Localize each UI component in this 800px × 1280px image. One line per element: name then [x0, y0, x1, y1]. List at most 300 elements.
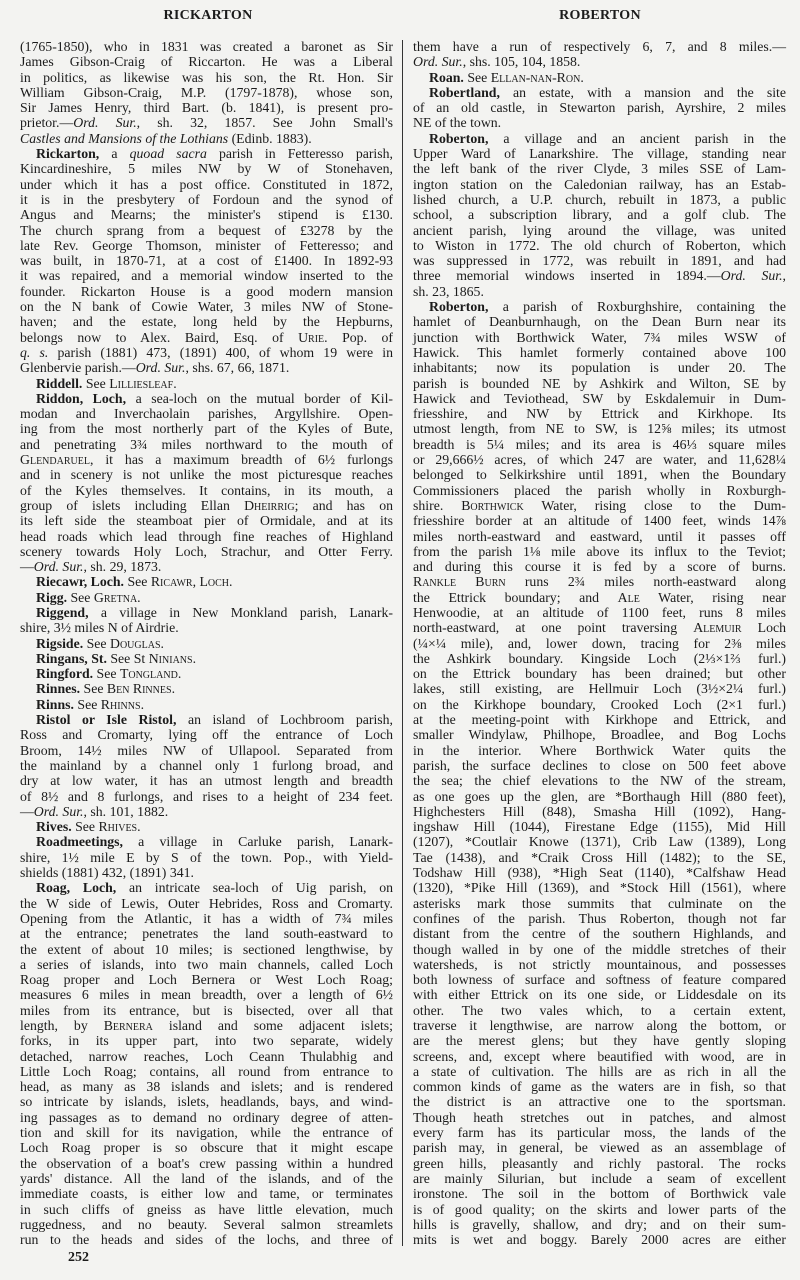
text-run: distant from the centre of the southern Highlands, and [413, 926, 786, 942]
text-run: so intricate by islands, islets, headlands, bays, and wind- [20, 1094, 393, 1110]
text-line [413, 957, 786, 972]
text-run: on the Kirkhope boundary, Crooked Loch (2×1 furl.) [413, 696, 786, 712]
text-run: a village and an ancient parish in the [488, 130, 786, 146]
text-run: . [171, 681, 176, 697]
text-line [413, 1079, 786, 1094]
text-run: under which it has a post office. Constituted in 1872, [20, 176, 393, 192]
text-run: screens, and, except where beautified with wood, are in [413, 1048, 786, 1064]
text-run: Glenbervie parish.— [20, 360, 136, 376]
right-column [413, 39, 786, 1247]
text-line [20, 54, 393, 69]
entry-headline [20, 574, 393, 589]
italic-text: Ord. Sur. [73, 115, 137, 131]
text-run: — [20, 803, 34, 819]
cross-reference: Ricawr, Loch [150, 574, 230, 590]
text-run: are the merest glens; but they have gently sloping [413, 1033, 786, 1049]
text-line [20, 1033, 393, 1048]
text-run: ing passages as to demand no ordinary degree of atten- [20, 1109, 393, 1125]
text-run: James Gibson-Craig of Riccarton. He was a Liberal [20, 54, 393, 70]
text-line [20, 39, 393, 54]
text-run: hamlet of Deanburnhaugh, on the Dean Burn near its [413, 314, 786, 330]
text-line [20, 620, 393, 635]
text-line [20, 1049, 393, 1064]
text-line [413, 437, 786, 452]
entry-headline [413, 131, 786, 146]
text-run: . [137, 589, 141, 605]
text-run: on the N bank of Cowie Water, 3 miles NW of Stone- [20, 299, 393, 315]
text-run: smaller Windylaw, Philhope, Broadlee, and Bog Lochs [413, 727, 786, 743]
entry-headword: Roberton, [429, 130, 489, 146]
text-run: group of islets including Ellan [20, 497, 245, 513]
text-line [413, 727, 786, 742]
text-line [20, 529, 393, 544]
text-run: school, a subscription library, and a golf club. The [413, 207, 786, 223]
text-run: the sea; the chief elevations to the NW of the stream, [413, 773, 786, 789]
text-line [413, 39, 786, 54]
cross-reference: Bernera [103, 1018, 153, 1033]
text-run: head roads which lead through fine reaches of Highland [20, 528, 393, 544]
text-run: Hawick. This hamlet formerly contained above 100 [413, 344, 786, 360]
text-line [413, 1140, 786, 1155]
text-run: Commissioners placed the parish wholly in Roxburgh- [413, 482, 786, 498]
text-run: See [124, 574, 151, 590]
text-run: watersheds, is not strictly mountainous, and possesses [413, 956, 786, 972]
text-line [413, 972, 786, 987]
text-run: NE of the town. [413, 115, 502, 131]
text-run: See [82, 375, 110, 391]
text-run: the W side of Lewis, Outer Hebrides, Ross and Cromarty. [20, 895, 393, 911]
text-run: at the meeting-point with Kirkhope and Ettrick, and [413, 712, 786, 728]
text-line [413, 712, 786, 727]
text-run: parish, the surface declines to close on 500 feet above [413, 757, 786, 773]
text-line [413, 605, 786, 620]
text-run: immediate coasts, is either low and tame, or terminates [20, 1186, 393, 1202]
text-run: belonged to Selkirkshire until 1891, when the Boundary [413, 467, 786, 483]
text-run: , it has a maximum breadth of 6½ furlongs [89, 452, 393, 468]
text-run: are mainly Silurian, but include a seam of excellent [413, 1170, 786, 1186]
text-line [413, 1186, 786, 1201]
text-run: . [229, 574, 233, 590]
cross-reference: Rhives [98, 819, 138, 835]
cross-reference: Ale [617, 589, 640, 605]
text-run: common kinds of game as the waters are in fish, so that [413, 1079, 786, 1095]
text-line [20, 253, 393, 268]
entry-headline [20, 376, 393, 391]
text-run: parish (1881) 473, (1891) 400, of whom 19 were in [48, 344, 393, 360]
text-line [413, 513, 786, 528]
cross-reference: Glendaruel [20, 452, 90, 468]
text-run: , sh. 32, 1857. See John Small's [136, 115, 393, 131]
text-run: and during this course it is fed by a score of burns. [413, 559, 786, 575]
text-line [20, 972, 393, 987]
text-line [20, 1094, 393, 1109]
text-line [20, 100, 393, 115]
text-run: scenery towards Holy Loch, Strachur, and Otter Ferry. [20, 543, 393, 559]
text-run: in the interior. Where Borthwick Water quits the [413, 742, 786, 758]
text-run: See [463, 69, 491, 85]
entry-headword: Roberton, [429, 299, 489, 315]
entry-headword: Roadmeetings, [36, 834, 123, 850]
text-run: was suppressed in 1772, was rebuilt in 1891, and had [413, 253, 786, 269]
text-line [20, 942, 393, 957]
text-run: See [73, 696, 101, 712]
italic-text: Ord. Sur. [413, 54, 463, 70]
text-line [413, 421, 786, 436]
text-line [20, 192, 393, 207]
text-line [413, 942, 786, 957]
entry-headword: Rives. [36, 819, 72, 835]
text-run: ironstone. The soil in the bottom of Borthwick vale [413, 1186, 786, 1202]
text-line [20, 1186, 393, 1201]
text-run: it is in the presbytery of Fordoun and the synod of [20, 191, 393, 207]
entry-headword: Riecawr, Loch. [36, 574, 125, 590]
text-line [20, 467, 393, 482]
text-run: mits is wet and boggy. Barely 2000 acres are either [413, 1232, 786, 1248]
text-run: run to the heads and sides of the lochs, and three of [20, 1232, 393, 1248]
text-run: confines of the parish. Thus Roberton, though not far [413, 910, 786, 926]
cross-reference: Gretna [93, 589, 138, 605]
text-run: ing from the most northerly part of the Kyles of Bute, [20, 421, 393, 437]
running-head-right: ROBERTON [559, 8, 641, 23]
text-run: the observation of a boat's crew passing within a hundred [20, 1155, 393, 1171]
text-run: in such cliffs of gneiss as have little elevation, much [20, 1201, 393, 1217]
text-line [413, 391, 786, 406]
text-run: both lowness of surface and softness of feature compared [413, 972, 786, 988]
text-line [20, 1156, 393, 1171]
text-line [20, 314, 393, 329]
text-run: runs 2¾ miles north-eastward along [505, 574, 786, 590]
text-run: lished church, a U.P. church, rebuilt in 1873, a public [413, 191, 786, 207]
text-line [20, 758, 393, 773]
entry-headword: Rinnes. [36, 681, 81, 697]
italic-text: Ord. Sur. [720, 268, 783, 284]
entry-headword: Rigg. [36, 589, 68, 605]
text-run: measures 6 miles in mean breadth, over a length of 6½ [20, 987, 393, 1003]
text-run: belongs now to Alex. Baird, Esq. of [20, 329, 299, 345]
cross-reference: Alemuir [693, 620, 742, 636]
text-run: an island of Lochbroom parish, [176, 712, 393, 728]
text-run: parish is bounded NE by Ashkirk and Wilton, SE by [413, 375, 786, 391]
text-line [413, 223, 786, 238]
text-run: haven; and the estate, long held by the Hepburns, [20, 314, 393, 330]
text-line [413, 1049, 786, 1064]
text-run: detached, narrow reaches, Loch Ceann Thulabhig and [20, 1048, 393, 1064]
text-line [20, 559, 393, 574]
entry-headline [413, 299, 786, 314]
cross-reference: Rankle Burn [413, 574, 506, 590]
text-run: , sh. 101, 1882. [83, 803, 169, 819]
text-run: miles north-eastward and eastward, until it passes off [413, 528, 786, 544]
text-run: Ross and Cromarty, lying off the entrance of Loch [20, 727, 393, 743]
text-line [20, 743, 393, 758]
text-line [20, 421, 393, 436]
text-run: Little Loch Roag; contains, all round from entrance to [20, 1063, 393, 1079]
text-line [20, 789, 393, 804]
text-run: . [192, 650, 197, 666]
italic-text: Castles and Mansions of the Lothians [20, 130, 229, 146]
text-line [20, 70, 393, 85]
text-line [20, 483, 393, 498]
text-line [20, 911, 393, 926]
text-line [413, 850, 786, 865]
entry-headline [20, 681, 393, 696]
entry-headword: Riddell. [36, 375, 83, 391]
text-line [413, 773, 786, 788]
text-line [413, 177, 786, 192]
text-run: a village in New Monkland parish, Lanark- [88, 604, 393, 620]
text-run: ancient parish, lying around the village, was united [413, 222, 786, 238]
text-line [413, 360, 786, 375]
text-line [413, 1202, 786, 1217]
italic-text: Ord. Sur. [135, 360, 186, 376]
text-run: ingshaw Hill (1044), Firestane Edge (1155), Mid Hill [413, 819, 786, 835]
text-line [413, 926, 786, 941]
text-line [413, 1156, 786, 1171]
text-run: the extent of about 10 miles; is sectioned lengthwise, by [20, 941, 393, 957]
text-line [20, 1232, 393, 1247]
text-run: . [137, 819, 141, 835]
text-line [413, 1033, 786, 1048]
text-run: parish may, in general, be viewed as an assemblage of [413, 1140, 786, 1156]
text-line [413, 1003, 786, 1018]
cross-reference: Ellan-nan-Ron [490, 69, 581, 85]
text-run: them have a run of respectively 6, 7, and 8 miles.— [413, 39, 786, 54]
text-line [413, 911, 786, 926]
text-run: . [160, 635, 164, 651]
text-line [20, 1003, 393, 1018]
entry-headline [20, 146, 393, 161]
text-line [20, 1018, 393, 1033]
text-line [20, 115, 393, 130]
text-run: Water, rising near [639, 589, 786, 605]
text-run: Hawick and Teviothead, SW by Eskdalemuir in Dum- [413, 390, 786, 406]
text-run: a [99, 146, 130, 162]
text-line [413, 161, 786, 176]
text-line [20, 1217, 393, 1232]
entry-headline [413, 85, 786, 100]
text-run: of 8½ and 8 furlongs, and rises to a height of 234 feet. [20, 788, 393, 804]
text-run: friesshire, and NW by Ettrick and Kirkhope. Its [413, 406, 786, 422]
text-run: inhabitants; now its population is under 20. The [413, 360, 786, 376]
text-run: ; and has on [294, 497, 393, 513]
text-run: lakes, still existing, are Hellmuir Loch (3½×2¼ furl.) [413, 681, 786, 697]
text-run: ington station on the Caledonian railway, has an Estab- [413, 176, 786, 192]
text-line [413, 483, 786, 498]
text-run: yards' distance. All the land of the islands, and of the [20, 1170, 393, 1186]
text-line [413, 651, 786, 666]
text-line [413, 1125, 786, 1140]
text-run: William Gibson-Craig, M.P. (1797-1878), whose son, [20, 84, 393, 100]
cross-reference: Ninians [148, 650, 193, 666]
text-run: the left bank of the river Clyde, 3 miles SSE of Lam- [413, 161, 786, 177]
cross-reference: Urie [298, 329, 325, 345]
text-run: utmost length, from NE to SW, is 12⅝ miles; its utmost [413, 421, 786, 437]
text-run: Opening from the Atlantic, it has a width of 7¾ miles [20, 910, 393, 926]
text-run: The church sprang from a bequest of £3278 by the [20, 222, 393, 238]
text-run: asterisks mark those summits that culminate on the [413, 895, 786, 911]
entry-headline [413, 70, 786, 85]
text-line [413, 54, 786, 69]
text-run: traverse it lengthwise, are narrow along the bottom, or [413, 1018, 786, 1033]
text-line [413, 100, 786, 115]
text-line [413, 238, 786, 253]
text-run: , shs. 67, 66, 1871. [185, 360, 290, 376]
text-run: , [782, 268, 786, 284]
text-line [20, 1171, 393, 1186]
text-line [20, 773, 393, 788]
text-line [413, 666, 786, 681]
text-run: in politics, as likewise was his son, the Rt. Hon. Sir [20, 69, 393, 85]
text-run: the mainland by a channel only 1 furlong broad, and [20, 757, 393, 773]
text-run: length, by [20, 1018, 104, 1033]
text-line [413, 559, 786, 574]
text-run: three memorial windows inserted in 1894.— [413, 268, 721, 284]
text-run: junction with Borthwick Water, 7¾ miles WSW of [413, 329, 786, 345]
cross-reference: Borthwick [461, 497, 524, 513]
text-run: shire, 3½ miles N of Airdrie. [20, 620, 179, 636]
text-line [413, 804, 786, 819]
text-line [413, 253, 786, 268]
text-line [413, 544, 786, 559]
text-run: See [83, 635, 110, 651]
cross-reference: Ben Rinnes [106, 681, 172, 697]
text-run: Highchesters Hill (848), Smasha Hill (1092), Hang- [413, 803, 786, 819]
text-run: ruggedness, and no beauty. Several salmon streamlets [20, 1216, 393, 1232]
text-line [413, 314, 786, 329]
text-line [413, 345, 786, 360]
entry-headline [20, 636, 393, 651]
text-line [413, 880, 786, 895]
text-run: and penetrating 3¾ miles northward to the mouth of [20, 436, 393, 452]
text-run: is of good quality; on the skirts and lower parts of the [413, 1201, 786, 1217]
text-line [20, 1125, 393, 1140]
text-run: the Ashkirk boundary. Kingside Loch (2⅓×1⅔ furl.) [413, 650, 786, 666]
text-line [413, 865, 786, 880]
entry-headline [20, 834, 393, 849]
text-line [20, 1140, 393, 1155]
text-run: Kincardineshire, 5 miles NW by W of Stonehaven, [20, 161, 393, 177]
text-run: shields (1881) 432, (1891) 341. [20, 865, 194, 881]
text-line [20, 437, 393, 452]
text-line [413, 284, 786, 299]
text-line [20, 177, 393, 192]
text-run: the district is an attractive one to the sportsman. [413, 1094, 786, 1110]
text-run: . [173, 375, 177, 391]
text-line [413, 636, 786, 651]
text-run: Henwoodie, at an altitude of 1100 feet, runs 8 miles [413, 604, 786, 620]
italic-text: quoad sacra [129, 146, 207, 162]
text-line [413, 406, 786, 421]
entry-headline [20, 590, 393, 605]
text-line [413, 452, 786, 467]
text-line [20, 268, 393, 283]
entry-headline [20, 391, 393, 406]
text-run: (¼×¼ mile), and, lower down, tracing for 2⅜ miles [413, 635, 786, 651]
entry-headline [20, 819, 393, 834]
text-line [20, 987, 393, 1002]
text-run: parish in Fetteresso parish, [206, 146, 393, 162]
entry-headword: Riggend, [36, 604, 89, 620]
page-number: 252 [68, 1250, 89, 1265]
text-line [413, 789, 786, 804]
text-run: Broom, 14½ miles NW of Ullapool. Separated from [20, 742, 393, 758]
text-line [20, 513, 393, 528]
text-run: Water, rising close to the Dum- [523, 497, 786, 513]
text-line [413, 574, 786, 589]
text-run: or 29,666½ acres, of which 247 are water, and 11,628¼ [413, 452, 786, 468]
text-run: at the entrance; penetrates the land south-eastward to [20, 926, 393, 942]
text-run: a sea-loch on the mutual border of Kil- [126, 390, 393, 406]
text-run: to Wiston in 1772. The old church of Roberton, which [413, 237, 786, 253]
text-line [20, 360, 393, 375]
text-run: friesshire border at an altitude of 1400 feet, winds 14⅞ [413, 513, 786, 529]
text-run: an estate, with a mansion and the site [499, 84, 786, 100]
text-run: See [80, 681, 107, 697]
text-run: . Pop. of [324, 329, 393, 345]
text-line [20, 161, 393, 176]
text-run: Loch [741, 620, 786, 636]
text-line [413, 1171, 786, 1186]
text-run: every farm has its particular moss, the lands of the [413, 1125, 786, 1141]
text-line [20, 223, 393, 238]
text-line [413, 146, 786, 161]
text-line [20, 299, 393, 314]
text-line [20, 1064, 393, 1079]
text-run: Roag proper and Loch Bernera or West Loch Roag; [20, 972, 393, 988]
text-run: See [67, 589, 94, 605]
text-run: Tae (1438), and *Craik Cross Hill (1482); to the SE, [413, 849, 786, 865]
text-run: shire. [413, 497, 462, 513]
text-run: Loch Roag proper is so obscure that it might escape [20, 1140, 393, 1156]
text-run: north-eastward, at one point traversing [413, 620, 694, 636]
entry-headword: Riddon, Loch, [36, 390, 127, 406]
entry-headline [20, 880, 393, 895]
entry-headword: Ringford. [36, 666, 94, 682]
text-line [413, 620, 786, 635]
text-line [20, 850, 393, 865]
text-run: See St [106, 650, 149, 666]
entry-headword: Rickarton, [36, 146, 100, 162]
text-line [413, 330, 786, 345]
entry-headline [20, 605, 393, 620]
text-run: modan and Inverchaolain parishes, Argyllshire. Open- [20, 406, 393, 422]
text-run: a series of islands, into two main channels, called Loch [20, 956, 393, 972]
text-run: — [20, 559, 34, 575]
text-line [20, 544, 393, 559]
text-run: (1765-1850), who in 1831 was created a baronet as Sir [20, 39, 393, 54]
text-run: an intricate sea-loch of Uig parish, on [116, 880, 393, 896]
text-run: shire, 1½ mile E by S of the town. Pop., with Yield- [20, 849, 393, 865]
text-line [413, 529, 786, 544]
text-run: , sh. 29, 1873. [83, 559, 162, 575]
text-run: founder. Rickarton House is a good modern mansion [20, 283, 393, 299]
text-line [20, 957, 393, 972]
text-run: head, as many as 38 islands and islets; and is rendered [20, 1079, 393, 1095]
text-run: Todshaw Hill (938), *High Seat (1140), *Calfshaw Head [413, 865, 786, 881]
text-line [413, 498, 786, 513]
text-run: and in scenery is not unlike the most picturesque reaches [20, 467, 393, 483]
text-line [413, 743, 786, 758]
text-line [413, 207, 786, 222]
text-run: the Ettrick boundary; and [413, 589, 618, 605]
text-line [413, 758, 786, 773]
text-run: hills is gravelly, shallow, and dry; and on their sum- [413, 1216, 786, 1232]
text-run: , shs. 105, 104, 1858. [462, 54, 581, 70]
text-line [20, 1202, 393, 1217]
entry-headword: Rigside. [36, 635, 84, 651]
text-line [413, 268, 786, 283]
text-line [413, 1018, 786, 1033]
